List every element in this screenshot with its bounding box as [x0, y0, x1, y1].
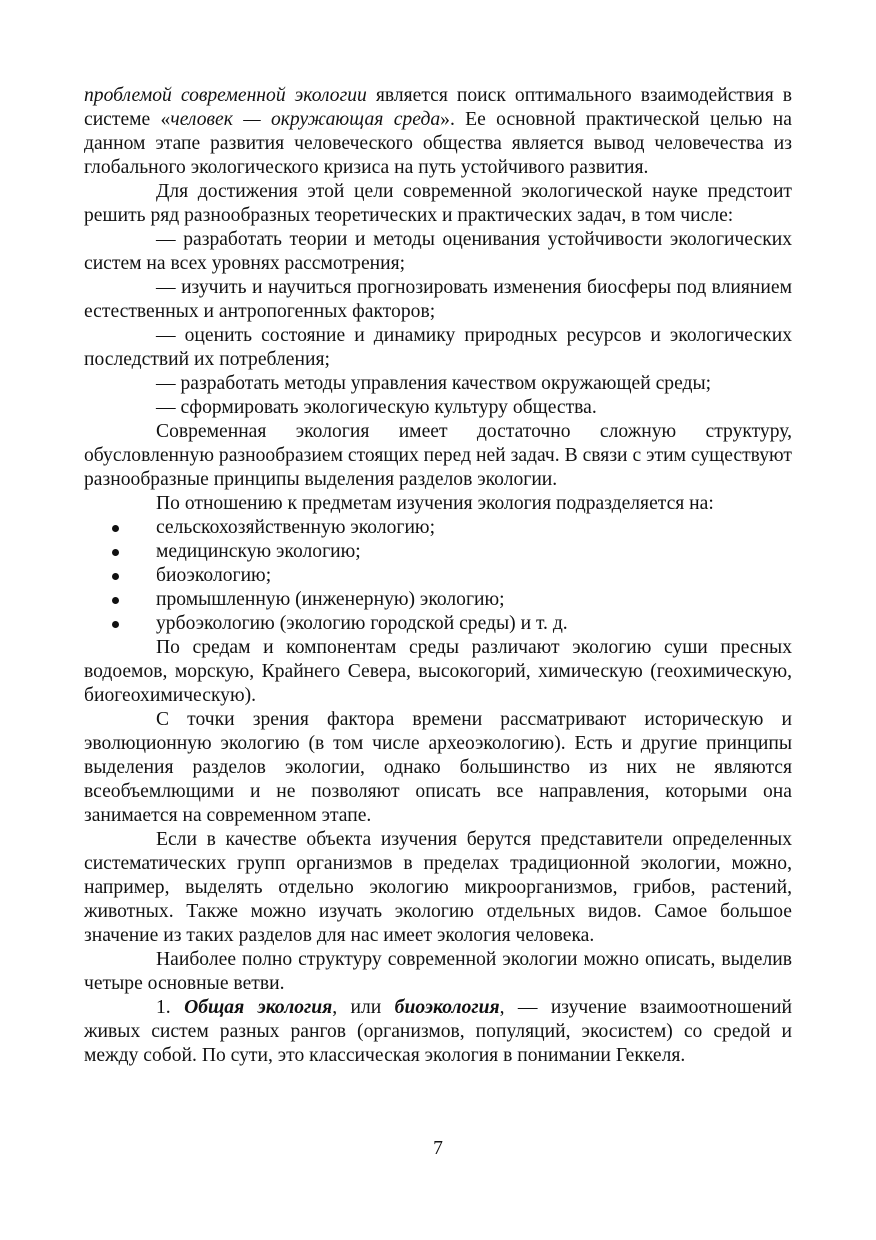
- list-item-text: медицинскую экологию;: [156, 541, 361, 562]
- bullet-icon: [112, 573, 119, 580]
- list-item: [84, 564, 792, 588]
- bullet-icon: [112, 549, 119, 556]
- bullet-icon: [112, 597, 119, 604]
- list-item-text: сельскохозяйственную экологию;: [156, 517, 436, 538]
- bold-italic-term: Общая экология: [184, 997, 333, 1018]
- task-item: — разработать методы управления качеством окружающей среды;: [156, 373, 712, 394]
- italic-term: проблемой современной экологии: [84, 85, 367, 106]
- text-run: , или: [332, 997, 395, 1018]
- task-item: — разработать теории и методы оценивания устойчивости экологических систем на всех уровнях рассмотрения;: [84, 229, 792, 274]
- item-number: 1.: [156, 997, 185, 1018]
- list-item-text: промышленную (инженерную) экологию;: [156, 589, 505, 610]
- document-page: [84, 84, 792, 1068]
- italic-term: человек — окружающая среда: [170, 109, 441, 130]
- page-number: 7: [433, 1138, 443, 1159]
- list-item: [84, 612, 792, 636]
- list-item: [84, 588, 792, 612]
- bullet-list: [84, 516, 792, 636]
- paragraph-branches: Наиболее полно структуру современной экологии можно описать, выделив четыре основные ветви.: [84, 949, 792, 994]
- text-run: ». Ее основной практической целью на данном этапе развития человеческого общества является вывод человечества из глобального экологического кризиса на путь устойчивого развития.: [84, 109, 792, 178]
- paragraph-time: С точки зрения фактора времени рассматривают историческую и эволюционную экологию (в том числе археоэкологию). Есть и другие принципы выделения разделов экологии, однако большинство из них не являются всеобъемлющими и не позволяют описать все направления, которыми она занимается на современном этапе.: [84, 709, 792, 826]
- task-item: — сформировать экологическую культуру общества.: [156, 397, 597, 418]
- list-item-text: биоэкологию;: [156, 565, 272, 586]
- list-item: [84, 516, 792, 540]
- bullet-icon: [112, 525, 119, 532]
- list-item-text: урбоэкологию (экологию городской среды) и т. д.: [156, 613, 568, 634]
- bold-italic-term: биоэкология: [394, 997, 500, 1018]
- paragraph-structure: Современная экология имеет достаточно сложную структуру, обусловленную разнообразием стоящих перед ней задач. В связи с этим существуют разнообразные принципы выделения разделов экологии.: [84, 421, 792, 490]
- text-run: , — изучение взаимоотношений живых систем разных рангов (организмов, популяций, экосистем) со средой и между собой. По сути, это классическая экология в понимании Геккеля.: [84, 997, 793, 1066]
- paragraph-intro: [84, 84, 792, 180]
- bullet-icon: [112, 621, 119, 628]
- text-run: является поиск оптимального взаимодействия в системе «: [84, 85, 792, 130]
- task-item: — оценить состояние и динамику природных ресурсов и экологических последствий их потребления;: [84, 325, 792, 370]
- paragraph-subjects: По отношению к предметам изучения экология подразделяется на:: [156, 493, 714, 514]
- paragraph-goals: Для достижения этой цели современной экологической науке предстоит решить ряд разнообразных теоретических и практических задач, в том числе:: [84, 181, 792, 226]
- paragraph-general-ecology: [84, 996, 792, 1068]
- paragraph-environments: По средам и компонентам среды различают экологию суши пресных водоемов, морскую, Крайнего Севера, высокогорий, химическую (геохимическую, биогеохимическую).: [84, 637, 792, 706]
- task-item: — изучить и научиться прогнозировать изменения биосферы под влиянием естественных и антропогенных факторов;: [84, 277, 792, 322]
- paragraph-groups: Если в качестве объекта изучения берутся представители определенных систематических групп организмов в пределах традиционной экологии, можно, например, выделять отдельно экологию микроорганизмов, грибов, растений, животных. Также можно изучать экологию отдельных видов. Самое большое значение из таких разделов для нас имеет экология человека.: [84, 829, 792, 946]
- list-item: [84, 540, 792, 564]
